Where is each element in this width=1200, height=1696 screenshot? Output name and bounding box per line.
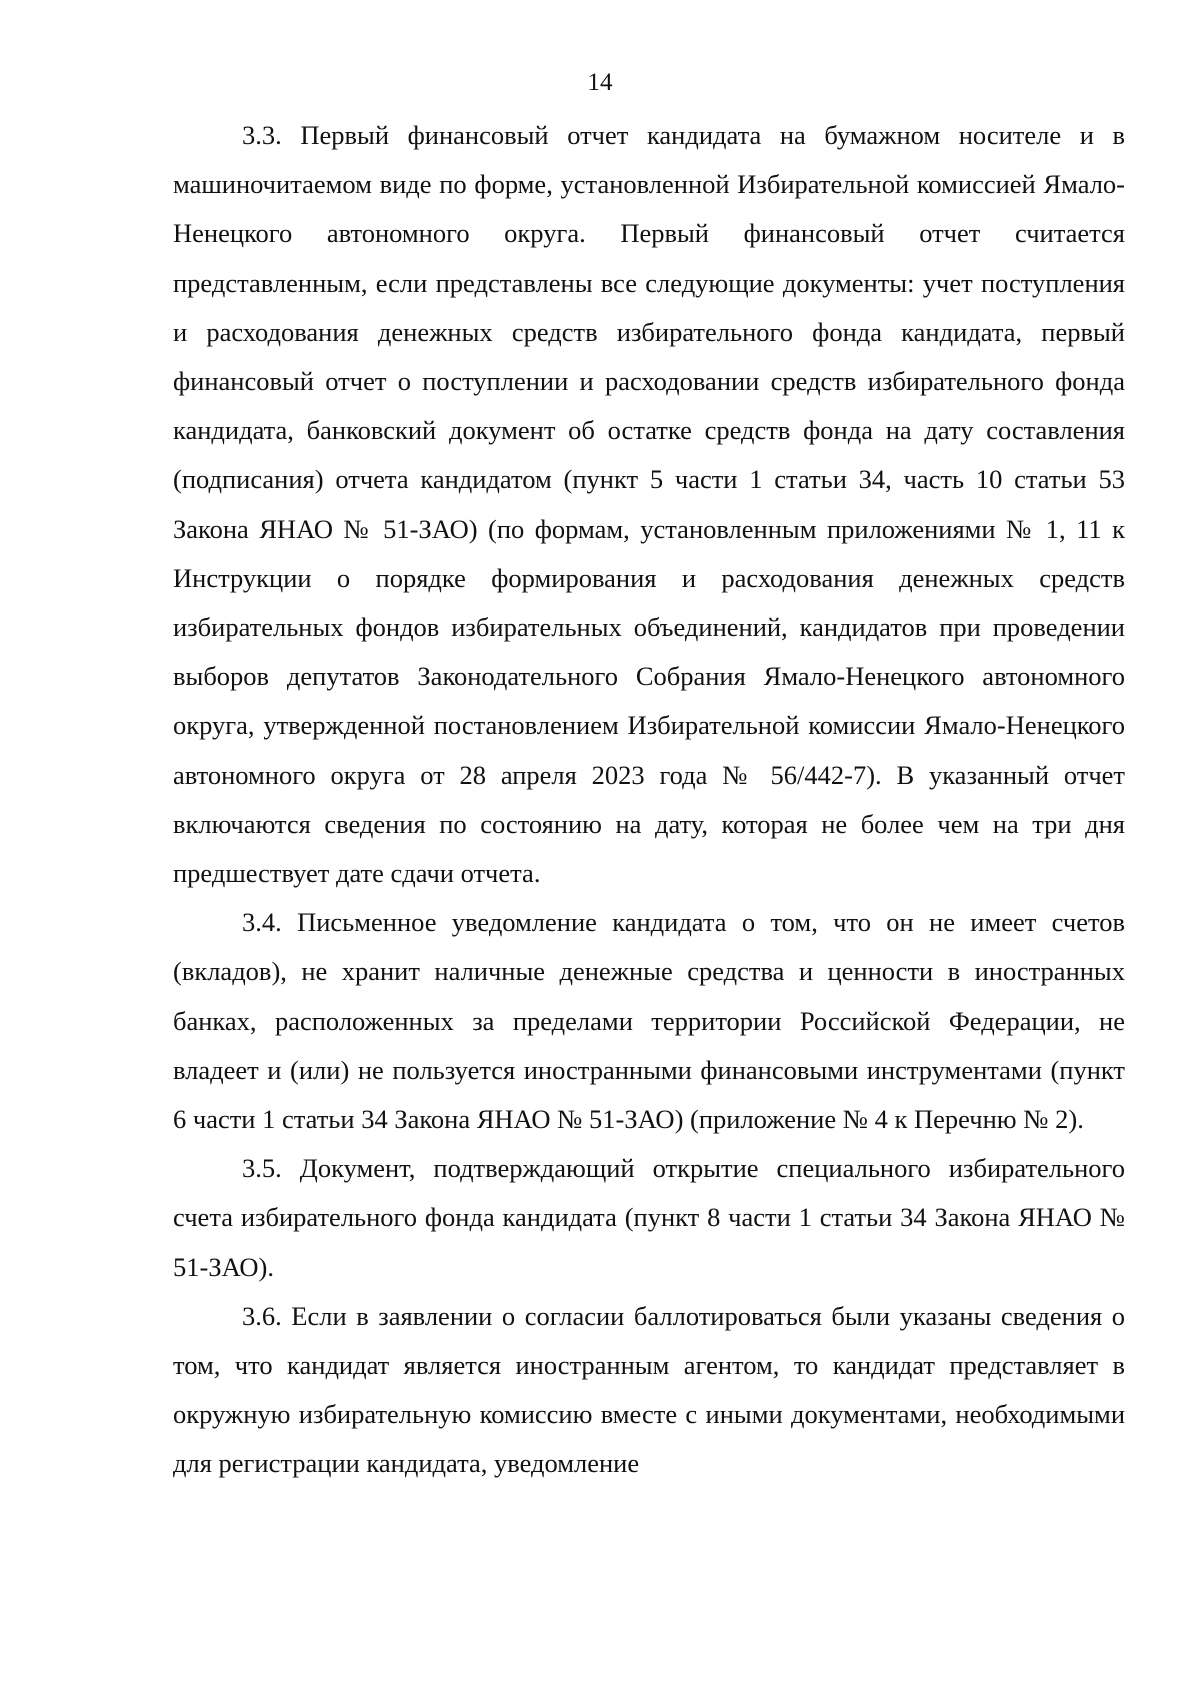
document-body xyxy=(173,111,1125,1489)
paragraph-3-3: 3.3. Первый финансовый отчет кандидата на бумажном носителе и в машиночитаемом виде по форме, установленной Избирательной комиссией Ямало-Ненецкого автономного округа. Первый финансовый отчет считается представленным, если представлены все следующие документы: учет поступления и расходования денежных средств избирательного фонда кандидата, первый финансовый отчет о поступлении и расходовании средств избирательного фонда кандидата, банковский документ об остатке средств фонда на дату составления (подписания) отчета кандидатом (пункт 5 части 1 статьи 34, часть 10 статьи 53 Закона ЯНАО № 51-ЗАО) (по формам, установленным приложениями № 1, 11 к Инструкции о порядке формирования и расходования денежных средств избирательных фондов избирательных объединений, кандидатов при проведении выборов депутатов Законодательного Собрания Ямало-Ненецкого автономного округа, утвержденной постановлением Избирательной комиссии Ямало-Ненецкого автономного округа от 28 апреля 2023 года № 56/442-7). В указанный отчет включаются сведения по состоянию на дату, которая не более чем на три дня предшествует дате сдачи отчета. xyxy=(173,120,1125,889)
page-number: 14 xyxy=(587,69,613,96)
paragraph-3-4: 3.4. Письменное уведомление кандидата о том, что он не имеет счетов (вкладов), не хранит наличные денежные средства и ценности в иностранных банках, расположенных за пределами территории Российской Федерации, не владеет и (или) не пользуется иностранными финансовыми инструментами (пункт 6 части 1 статьи 34 Закона ЯНАО № 51-ЗАО) (приложение № 4 к Перечню № 2). xyxy=(173,907,1125,1135)
paragraph-3-6: 3.6. Если в заявлении о согласии баллотироваться были указаны сведения о том, что кандидат является иностранным агентом, то кандидат представляет в окружную избирательную комиссию вместе с иными документами, необходимыми для регистрации кандидата, уведомление xyxy=(173,1300,1125,1479)
paragraph-3-5: 3.5. Документ, подтверждающий открытие специального избирательного счета избирательного фонда кандидата (пункт 8 части 1 статьи 34 Закона ЯНАО № 51-ЗАО). xyxy=(173,1153,1125,1282)
